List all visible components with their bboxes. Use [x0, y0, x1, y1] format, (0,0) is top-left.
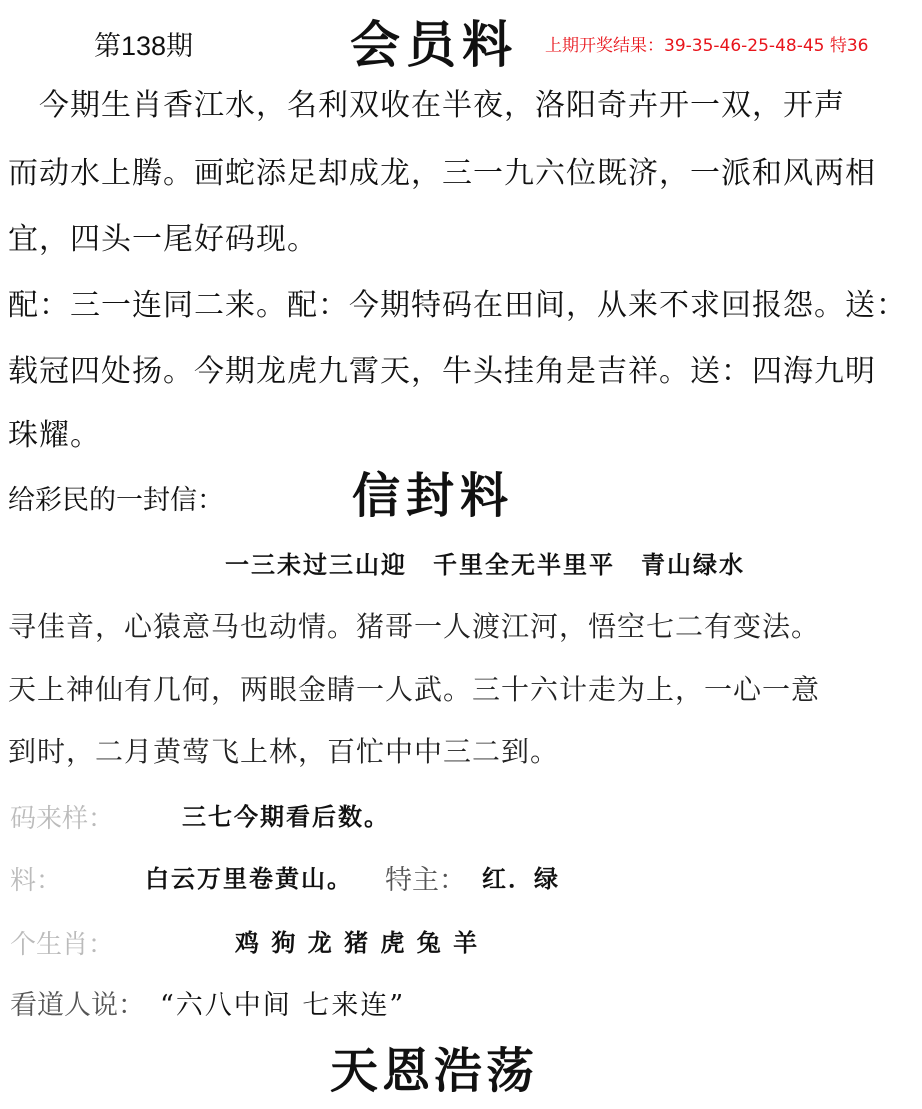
- poem-line-3: 宜，四头一尾好码现。: [8, 222, 318, 257]
- poem-line-4: 配：三一连同二来。配：今期特码在田间，从来不求回报怨。送：: [8, 288, 907, 323]
- envelope-row4-label: 看道人说：: [10, 990, 145, 1021]
- envelope-row2-extra-value: 红．绿: [482, 865, 560, 893]
- envelope-row4-value: “六八中间 七来连”: [160, 990, 406, 1021]
- envelope-faded-line-3: 到时，二月黄莺飞上林，百忙中中三二到。: [8, 735, 560, 768]
- envelope-row2-extra-label: 特主：: [385, 865, 466, 896]
- envelope-faded-line-1: 寻佳音，心猿意马也动情。猪哥一人渡江河，悟空七二有变法。: [8, 610, 821, 643]
- page-title: 会员料: [350, 15, 518, 74]
- poem-line-2: 而动水上腾。画蛇添足却成龙，三一九六位既济，一派和风两相: [8, 156, 876, 191]
- envelope-bold-line: 一三未过三山迎 千里全无半里平 青山绿水: [225, 551, 745, 579]
- poem-line-6: 珠耀。: [8, 418, 101, 453]
- envelope-row3-value: 鸡 狗 龙 猪 虎 兔 羊: [235, 929, 480, 957]
- poem-line-5: 载冠四处扬。今期龙虎九霄天，牛头挂角是吉祥。送：四海九明: [8, 354, 876, 389]
- envelope-title: 信封料: [352, 468, 515, 524]
- last-draw-result: 上期开奖结果：39-35-46-25-48-45 特36: [545, 36, 869, 56]
- envelope-faded-line-2: 天上神仙有几何，两眼金睛一人武。三十六计走为上，一心一意: [8, 673, 821, 706]
- envelope-row2-label: 料：: [10, 866, 63, 896]
- envelope-row3-label: 个生肖：: [10, 930, 115, 960]
- issue-number: 第138期: [94, 31, 194, 61]
- envelope-row2-value: 白云万里卷黄山。: [145, 865, 353, 893]
- footer-title: 天恩浩荡: [330, 1043, 539, 1099]
- envelope-row1-label: 码来样：: [10, 804, 115, 834]
- poem-line-1: 今期生肖香江水，名利双收在半夜，洛阳奇卉开一双，开声: [8, 88, 845, 123]
- envelope-intro-label: 给彩民的一封信：: [8, 485, 224, 516]
- envelope-row1-value: 三七今期看后数。: [182, 803, 390, 831]
